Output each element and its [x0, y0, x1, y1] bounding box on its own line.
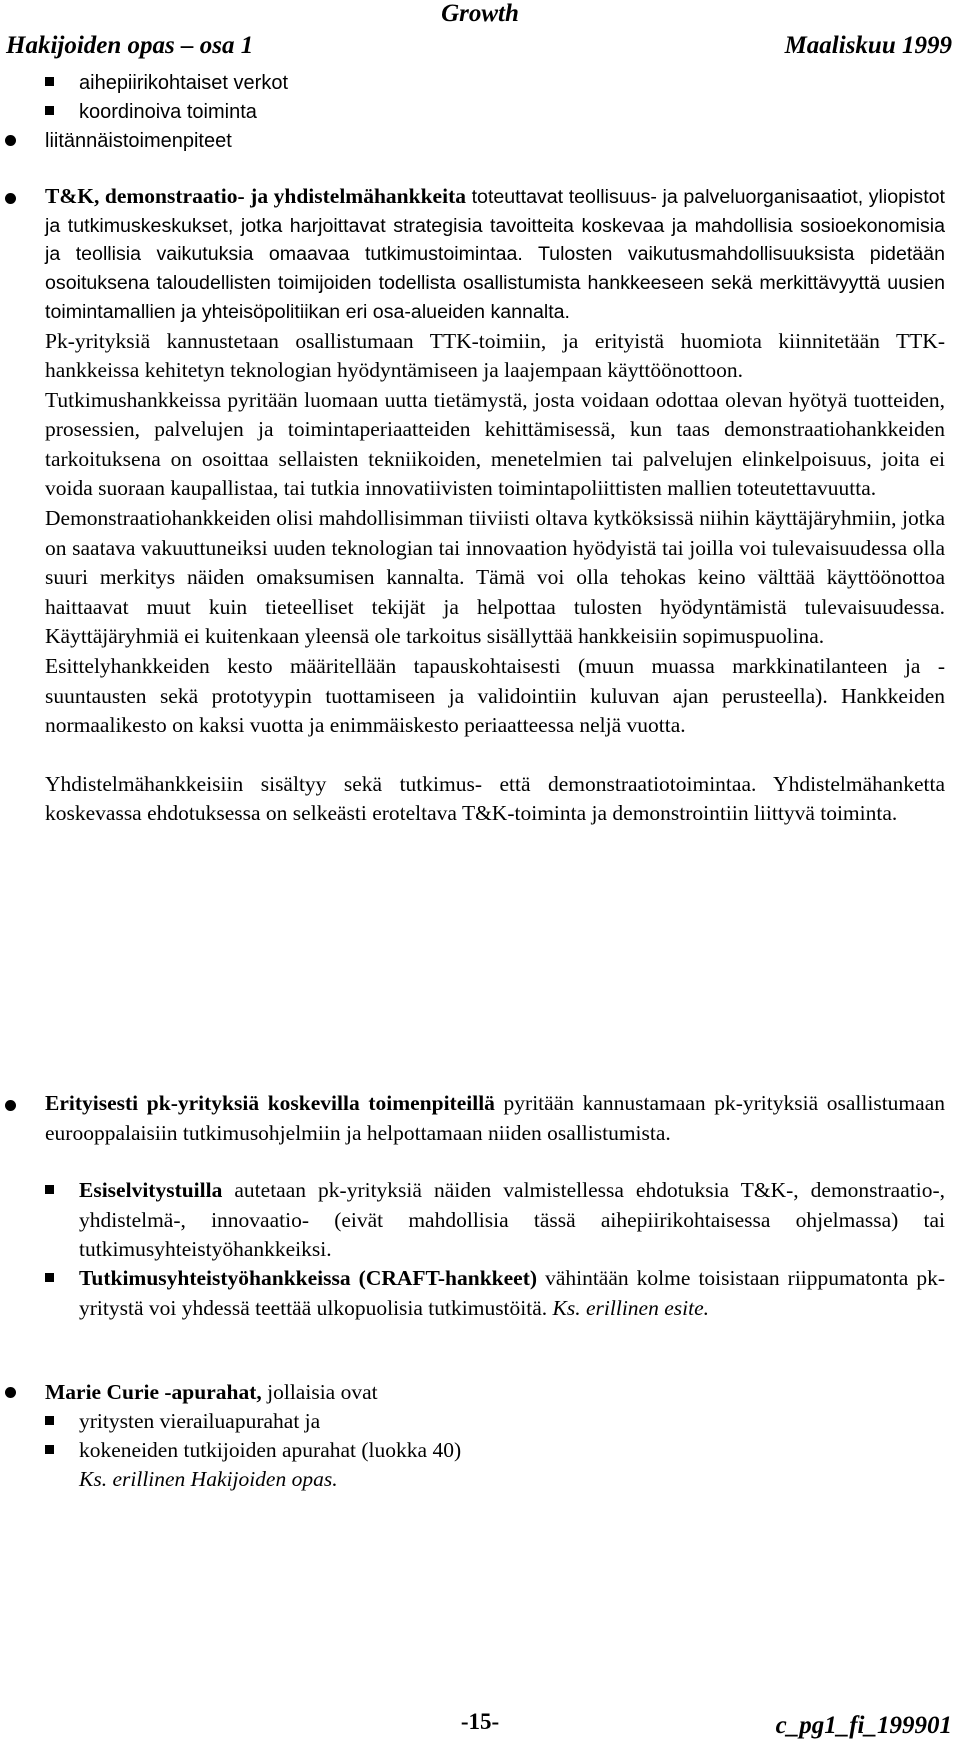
tk-text1: toteuttavat teollisuus- ja palveluorganisaatiot, yliopistot ja tutkimuskeskukset, jotka harjoittavat strategisia tavoitteita koskevaa ja mahdollisia sosioekonomisia ja teollisia vaikutuksia omaavaa tutkimustoimintaa.	[45, 186, 945, 266]
sme-bold-lead: Erityisesti pk-yrityksiä koskevilla toimenpiteillä	[45, 1091, 495, 1115]
curie-text: jollaisia ovat	[261, 1380, 378, 1404]
tk-paragraph: Demonstraatiohankkeiden olisi mahdollisimman tiiviisti oltava kytköksissä niihin käyttäjäryhmiin, jotka on saatava vakuuttuneiksi uuden teknologian tai innovaation hyödyistä tai joilla voi tulevaisuudessa olla suuri merkitys näiden omaksumisen kannalta. Tämä voi olla tehokas keino välttää käyttöönottoa haittaavat muut kuin tieteelliset tekijät ja helpottaa tulosten hyödyntämistä tulevaisuudessa. Käyttäjäryhmiä ei kuitenkaan yleensä ole tarkoitus sisällyttää hankkeisiin sopimuspuolina.	[45, 506, 945, 649]
square-bullet-icon	[45, 1273, 54, 1282]
tk-text2: Tulosten vaikutusmahdollisuuksista pidetään osoituksena taloudellisten toimijoiden todellista osallistumista hankkeeseen sekä merkittävyyttä uusien toimintamallien ja yhteisöpolitiikan eri osa-alueiden kannalta.	[45, 243, 945, 323]
round-bullet-icon	[5, 193, 16, 204]
tk-paragraph: Esittelyhankkeiden kesto määritellään tapauskohtaisesti (muun muassa markkinatilanteen ja -suuntausten sekä prototyypin tuottamiseen ja validointiin kuluvan ajan perusteella). Hankkeiden normaalikesto on kaksi vuotta ja enimmäiskesto periaatteessa neljä vuotta.	[45, 654, 945, 738]
list-item: koordinoiva toiminta	[79, 101, 257, 123]
sme-sub1-bold: Esiselvitystuilla	[79, 1178, 223, 1202]
sme-text: pyritään kannustamaan pk-yrityksiä osallistumaan eurooppalaisiin tutkimusohjelmiin ja helpottamaan niiden osallistumista.	[45, 1091, 945, 1145]
sme-subitem	[79, 1264, 945, 1323]
sme-subitem	[79, 1176, 945, 1265]
sme-sub2-note: Ks. erillinen esite.	[552, 1295, 709, 1320]
round-bullet-icon	[5, 1387, 16, 1398]
header-right: Maaliskuu 1999	[784, 32, 952, 59]
square-bullet-icon	[45, 106, 54, 115]
tk-paragraph: Tutkimushankkeissa pyritään luomaan uutta tietämystä, josta voidaan odottaa olevan hyötyä tuotteiden, prosessien, palvelujen ja toimintaperiaatteiden kehittämisessä, kun taas demonstraatiohankkeiden tarkoituksena on osoittaa sellaisten tekniikoiden, menetelmien tai palvelujen elinkelpoisuus, joita ei voida suoraan kaupallistaa, tai tutkia innovatiivisten toimintapoliittisten mallien toteutettavuutta.	[45, 387, 945, 501]
square-bullet-icon	[45, 1416, 54, 1425]
tk-paragraph: Pk-yrityksiä kannustetaan osallistumaan TTK-toimiin, ja erityistä huomiota kiinnitetään TTK-hankkeissa kehitetyn teknologian hyödyntämiseen ja laajempaan käyttöönottoon.	[45, 328, 945, 383]
header-left: Hakijoiden opas – osa 1	[6, 32, 254, 59]
list-item: aihepiirikohtaiset verkot	[79, 72, 288, 94]
curie-intro	[45, 1377, 378, 1407]
curie-bold-lead: Marie Curie -apurahat,	[45, 1380, 262, 1404]
square-bullet-icon	[45, 1185, 54, 1194]
tk-section	[45, 182, 945, 829]
square-bullet-icon	[45, 1445, 54, 1454]
sme-section	[45, 1089, 945, 1148]
list-item: kokeneiden tutkijoiden apurahat (luokka 40)	[79, 1438, 462, 1462]
round-bullet-icon	[5, 1100, 16, 1111]
sme-intro	[45, 1089, 945, 1148]
sme-sub1-text: autetaan pk-yrityksiä näiden valmistellessa ehdotuksia T&K-, demonstraatio-, yhdistelmä-, innovaatio- (eivät mahdollisia tässä aihepiirikohtaisessa ohjelmassa) tai tutkimusyhteistyöhankkeiksi.	[79, 1178, 945, 1262]
list-item: liitännäistoimenpiteet	[45, 130, 232, 152]
tk-bold-lead: T&K, demonstraatio- ja yhdistelmähankkeita	[45, 184, 466, 208]
sme-sub2-text: vähintään kolme toisistaan riippumatonta pk-yritystä voi yhdessä teettää ulkopuolisia tutkimustöitä.	[79, 1266, 945, 1320]
round-bullet-icon	[5, 135, 16, 146]
curie-note: Ks. erillinen Hakijoiden opas.	[79, 1467, 338, 1491]
tk-intro	[45, 182, 945, 327]
square-bullet-icon	[45, 77, 54, 86]
sme-sub2-bold: Tutkimusyhteistyöhankkeissa (CRAFT-hankkeet)	[79, 1266, 538, 1290]
header-title: Growth	[441, 0, 519, 27]
list-item: yritysten vierailuapurahat ja	[79, 1409, 321, 1433]
document-code: c_pg1_fi_199901	[775, 1712, 952, 1739]
page-number: -15-	[460, 1709, 500, 1734]
tk-paragraph: Yhdistelmähankkeisiin sisältyy sekä tutkimus- että demonstraatiotoimintaa. Yhdistelmähanketta koskevassa ehdotuksessa on selkeästi eroteltava T&K-toiminta ja demonstrointiin liittyvä toiminta.	[45, 771, 945, 826]
